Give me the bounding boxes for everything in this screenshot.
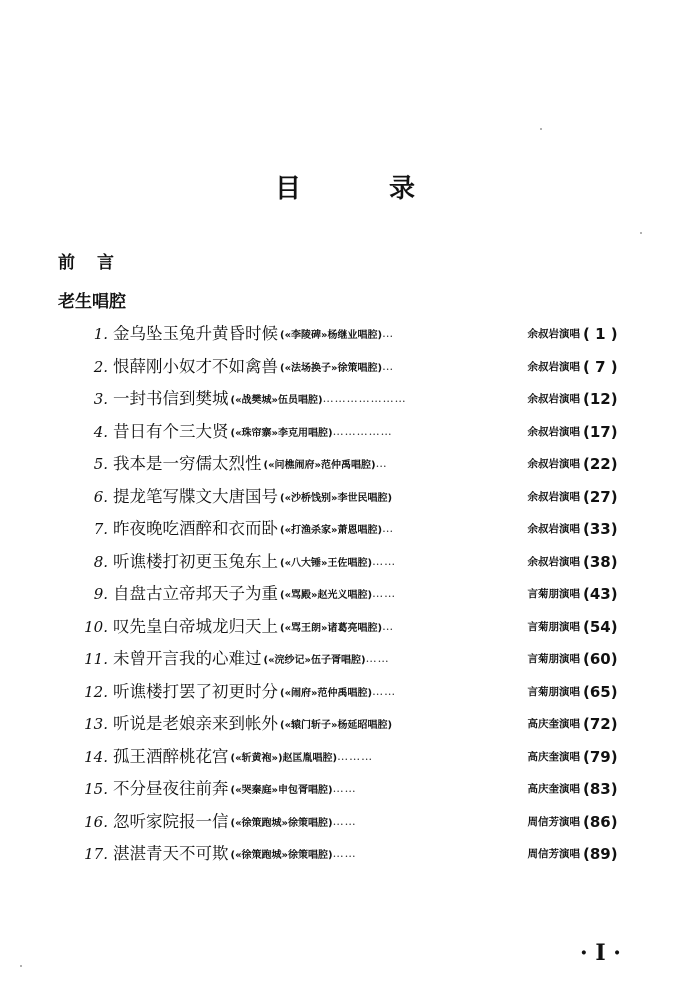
entry-body xyxy=(113,643,518,678)
entry-source: («辕门斩子»杨延昭唱腔) xyxy=(280,720,393,731)
entry-title: 忽听家院报一信 xyxy=(113,811,229,831)
entry-source: («骂王朗»诸葛亮唱腔) xyxy=(280,622,383,634)
entry-number: 12. xyxy=(84,682,108,701)
entry-body xyxy=(113,318,518,353)
entry-page: (22) xyxy=(583,455,618,473)
toc-entry[interactable] xyxy=(0,383,690,416)
entry-number: 8. xyxy=(93,552,108,571)
entry-page: (79) xyxy=(583,747,618,766)
entry-source: («八大锤»王佐唱腔) xyxy=(280,557,373,569)
leader-dots: …… xyxy=(332,814,357,828)
entry-page: (89) xyxy=(583,845,618,863)
entry-number: 3. xyxy=(93,390,108,408)
entry-body xyxy=(113,448,518,483)
entry-number: 9. xyxy=(93,585,108,603)
leader-dots: …… xyxy=(372,554,397,568)
toc-entry[interactable] xyxy=(0,773,690,806)
leader-dots: … xyxy=(382,522,395,535)
entry-page: (38) xyxy=(583,552,618,571)
entry-page: (83) xyxy=(583,780,618,798)
entry-performer: 余叔岩演唱 xyxy=(527,523,580,535)
entry-page: (12) xyxy=(583,390,618,408)
toc-entry[interactable] xyxy=(0,741,690,774)
entry-page: (65) xyxy=(583,682,618,701)
toc-entry[interactable] xyxy=(0,481,690,514)
leader-dots: …… xyxy=(372,587,397,600)
section-heading: 老生唱腔 xyxy=(58,292,126,312)
leader-dots: … xyxy=(382,359,395,373)
entry-number: 4. xyxy=(93,422,108,441)
toc-entry[interactable] xyxy=(0,708,690,741)
entry-performer: 言菊朋演唱 xyxy=(527,620,580,633)
entry-body xyxy=(113,773,518,808)
entry-title: 未曾开言我的心难过 xyxy=(113,649,262,668)
entry-performer: 高庆奎演唱 xyxy=(527,750,580,763)
toc-entry[interactable] xyxy=(0,643,690,676)
toc-entry[interactable] xyxy=(0,578,690,611)
entry-number: 15. xyxy=(84,780,108,798)
toc-entry[interactable] xyxy=(0,416,690,449)
entry-number: 2. xyxy=(93,357,108,376)
entry-body xyxy=(113,546,518,581)
entry-source: («李陵碑»杨继业唱腔) xyxy=(280,330,383,341)
entry-source: («问樵闹府»范仲禹唱腔) xyxy=(263,460,376,471)
leader-dots: …… xyxy=(372,684,397,698)
entry-title: 提龙笔写牒文大唐国号 xyxy=(113,486,278,506)
entry-source: («沙桥饯别»李世民唱腔) xyxy=(280,492,393,504)
entry-title: 自盘古立帝邦天子为重 xyxy=(113,584,278,603)
entry-title: 不分昼夜往前奔 xyxy=(113,779,229,798)
leader-dots: … xyxy=(382,619,395,633)
entry-performer: 余叔岩演唱 xyxy=(527,555,580,568)
entry-source: («斩黄袍»)赵匡胤唱腔) xyxy=(230,752,338,764)
entry-source: («珠帘寨»李克用唱腔) xyxy=(230,427,333,439)
entry-title: 金乌坠玉兔升黄昏时候 xyxy=(113,324,278,343)
toc-entry[interactable] xyxy=(0,806,690,839)
entry-body xyxy=(113,481,518,516)
entry-title: 一封书信到樊城 xyxy=(113,389,229,408)
leader-dots: ………………… xyxy=(322,392,407,405)
entry-title: 听谯楼打初更玉兔东上 xyxy=(113,551,278,571)
entry-page: ( 7 ) xyxy=(583,357,618,376)
scan-speck xyxy=(640,232,642,234)
entry-title: 孤王酒醉桃花宫 xyxy=(113,746,229,766)
entry-body xyxy=(113,676,518,711)
entry-source: («徐策跑城»徐策唱腔) xyxy=(230,850,333,861)
entry-number: 7. xyxy=(93,520,108,538)
entry-number: 16. xyxy=(84,812,108,831)
page-title-char: 目 xyxy=(274,174,301,204)
toc-entry[interactable] xyxy=(0,318,690,351)
scan-speck xyxy=(20,965,22,967)
entry-body xyxy=(113,838,518,873)
entry-title: 湛湛青天不可欺 xyxy=(113,844,229,863)
entry-title: 叹先皇白帝城龙归天上 xyxy=(113,616,278,636)
entry-title: 听说是老娘亲来到帐外 xyxy=(113,714,278,733)
entry-page: (43) xyxy=(583,585,618,603)
entry-source: («法场换子»徐策唱腔) xyxy=(280,362,383,374)
entry-performer: 高庆奎演唱 xyxy=(527,718,580,730)
toc-list xyxy=(0,318,690,871)
entry-title: 我本是一穷儒太烈性 xyxy=(113,454,262,473)
toc-entry[interactable] xyxy=(0,513,690,546)
entry-number: 14. xyxy=(84,747,108,766)
page-title xyxy=(0,168,690,205)
entry-number: 6. xyxy=(93,487,108,506)
entry-performer: 余叔岩演唱 xyxy=(527,393,580,405)
toc-entry[interactable] xyxy=(0,838,690,871)
entry-title: 听谯楼打罢了初更时分 xyxy=(113,681,278,701)
entry-body xyxy=(113,708,518,743)
entry-body xyxy=(113,611,518,646)
entry-performer: 言菊朋演唱 xyxy=(527,653,580,665)
entry-performer: 周信芳演唱 xyxy=(527,848,580,860)
entry-source: («哭秦庭»申包胥唱腔) xyxy=(230,785,333,796)
entry-page: (86) xyxy=(583,812,618,831)
entry-body xyxy=(113,741,518,776)
entry-source: («徐策跑城»徐策唱腔) xyxy=(230,817,333,829)
leader-dots: … xyxy=(375,457,388,470)
entry-source: («浣纱记»伍子胥唱腔) xyxy=(263,655,366,666)
entry-performer: 余叔岩演唱 xyxy=(527,360,580,373)
entry-page: (72) xyxy=(583,715,618,733)
entry-number: 1. xyxy=(93,325,108,343)
leader-dots: …… xyxy=(365,652,390,665)
leader-dots: ……… xyxy=(337,749,374,763)
entry-performer: 余叔岩演唱 xyxy=(527,458,580,470)
entry-performer: 余叔岩演唱 xyxy=(527,425,580,438)
entry-number: 17. xyxy=(84,845,108,863)
entry-body xyxy=(113,513,518,548)
entry-performer: 余叔岩演唱 xyxy=(527,328,580,340)
entry-title: 恨薛刚小奴才不如禽兽 xyxy=(113,356,278,376)
toc-entry[interactable] xyxy=(0,611,690,644)
entry-number: 5. xyxy=(93,455,108,473)
entry-source: («战樊城»伍员唱腔) xyxy=(230,395,323,406)
entry-title: 昔日有个三大贤 xyxy=(113,421,229,441)
entry-performer: 周信芳演唱 xyxy=(527,815,580,828)
entry-page: ( 1 ) xyxy=(583,325,618,343)
entry-source: («闹府»范仲禹唱腔) xyxy=(280,687,373,699)
entry-source: («骂殿»赵光义唱腔) xyxy=(280,590,373,601)
entry-page: (60) xyxy=(583,650,618,668)
leader-dots: …………… xyxy=(332,424,393,438)
entry-performer: 言菊朋演唱 xyxy=(527,588,580,600)
entry-title: 昨夜晚吃酒醉和衣而卧 xyxy=(113,519,278,538)
entry-body xyxy=(113,578,518,613)
page-number: · I · xyxy=(580,940,621,966)
entry-page: (33) xyxy=(583,520,618,538)
entry-number: 13. xyxy=(84,715,108,733)
entry-source: («打渔杀家»萧恩唱腔) xyxy=(280,525,383,536)
toc-entry[interactable] xyxy=(0,676,690,709)
toc-entry[interactable] xyxy=(0,448,690,481)
toc-entry[interactable] xyxy=(0,546,690,579)
scan-speck xyxy=(540,128,542,130)
entry-performer: 言菊朋演唱 xyxy=(527,685,580,698)
preface-heading[interactable]: 前言 xyxy=(58,253,136,273)
entry-body xyxy=(113,806,518,841)
entry-number: 10. xyxy=(84,617,108,636)
entry-body xyxy=(113,416,518,451)
entry-body xyxy=(113,383,518,418)
entry-page: (27) xyxy=(583,487,618,506)
entry-body xyxy=(113,351,518,386)
entry-number: 11. xyxy=(84,650,108,668)
leader-dots: … xyxy=(382,327,395,340)
entry-performer: 高庆奎演唱 xyxy=(527,783,580,795)
leader-dots: …… xyxy=(332,847,357,860)
entry-page: (17) xyxy=(583,422,618,441)
entry-performer: 余叔岩演唱 xyxy=(527,490,580,503)
entry-page: (54) xyxy=(583,617,618,636)
toc-entry[interactable] xyxy=(0,351,690,384)
page-title-char: 录 xyxy=(389,174,416,204)
leader-dots: …… xyxy=(332,782,357,795)
